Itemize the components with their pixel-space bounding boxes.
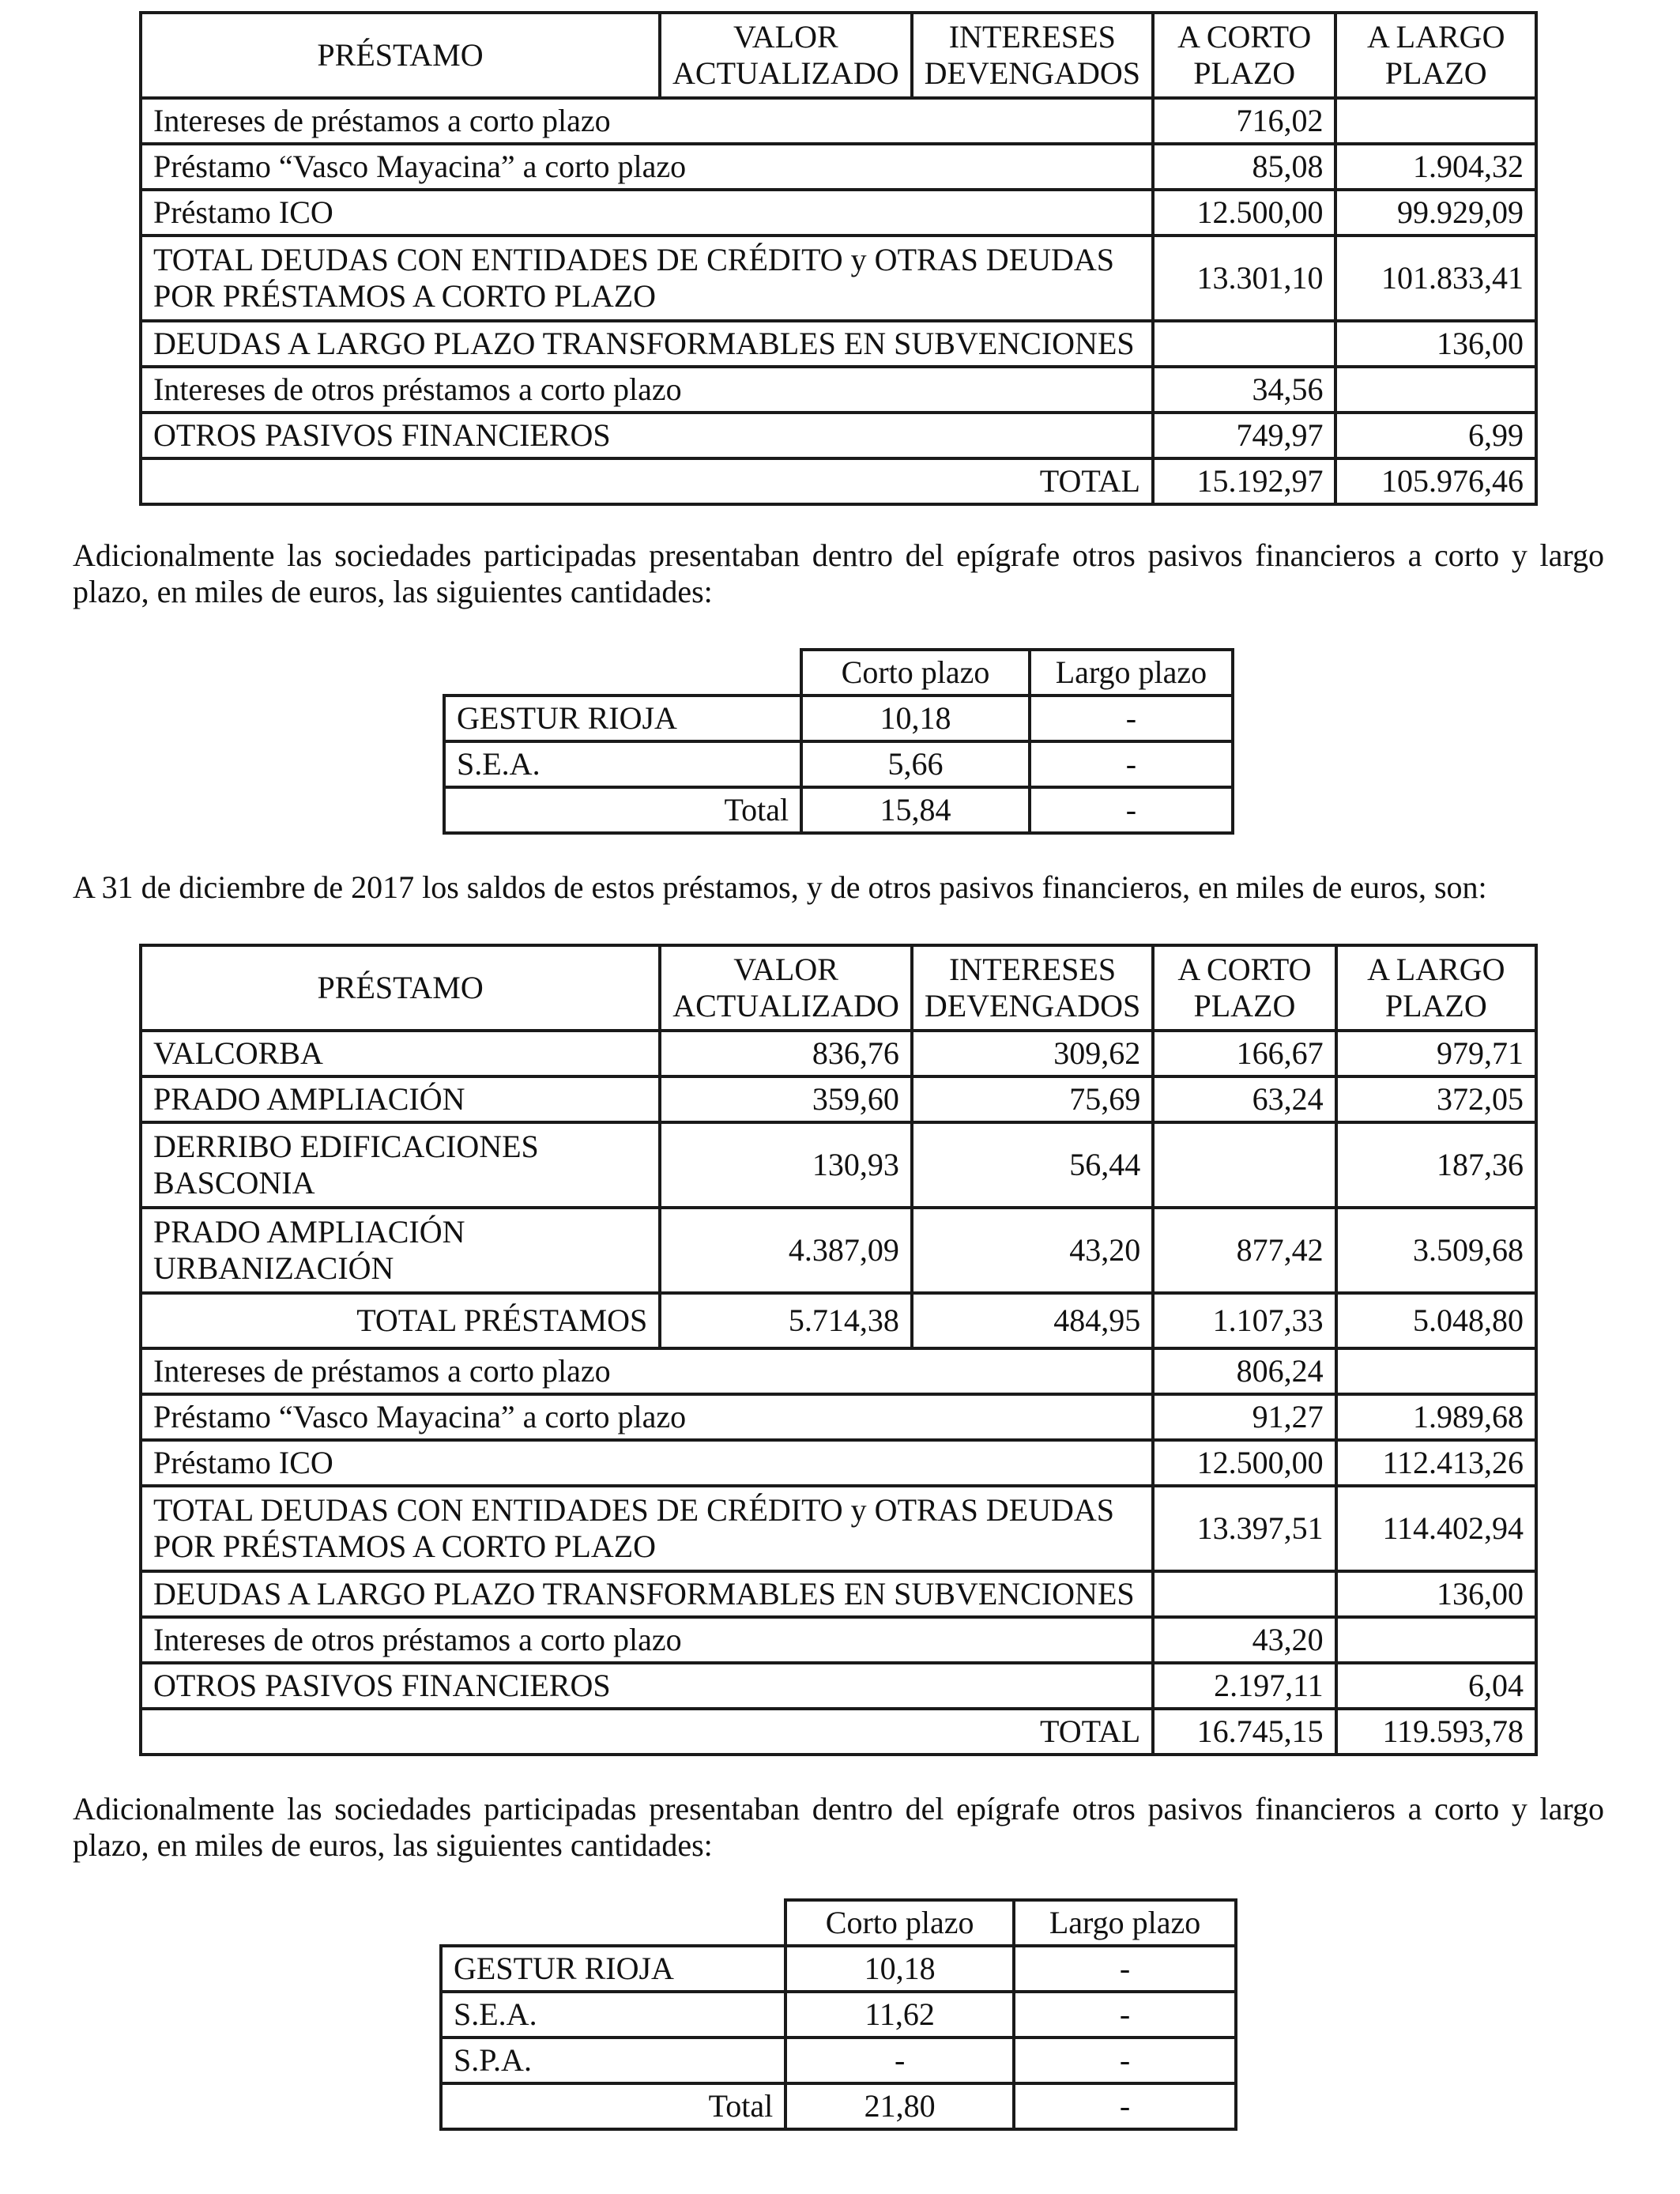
total-label: Total [444, 787, 801, 833]
cell-largo: 372,05 [1336, 1076, 1536, 1122]
total-row [141, 458, 1536, 504]
table-row [444, 696, 1233, 741]
cell-largo: 5.048,80 [1336, 1293, 1536, 1348]
participadas-table-1 [443, 648, 1234, 835]
col-header-prestamo: PRÉSTAMO [141, 945, 660, 1031]
cell-corto: 10,18 [785, 1946, 1014, 1992]
cell-largo: 99.929,09 [1335, 190, 1536, 236]
table-row [141, 190, 1536, 236]
cell-valor: 5.714,38 [660, 1293, 912, 1348]
cell-corto: 10,18 [801, 696, 1030, 741]
cell-corto: 806,24 [1153, 1348, 1335, 1394]
loan-row [141, 1122, 1536, 1208]
row-label: Intereses de préstamos a corto plazo [141, 98, 1153, 144]
col-header-largo: Largo plazo [1030, 650, 1233, 696]
cell-corto: 34,56 [1153, 367, 1336, 413]
cell-largo: 136,00 [1336, 1571, 1536, 1617]
total-corto: 16.745,15 [1153, 1709, 1335, 1755]
total-largo: - [1014, 2083, 1236, 2129]
row-label: PRADO AMPLIACIÓN URBANIZACIÓN [141, 1208, 660, 1293]
row-label: Préstamo ICO [141, 1440, 1153, 1486]
cell-corto: 11,62 [785, 1992, 1014, 2038]
col-header-largo: A LARGO PLAZO [1336, 945, 1536, 1031]
row-label: PRADO AMPLIACIÓN [141, 1076, 660, 1122]
cell-corto: 12.500,00 [1153, 190, 1336, 236]
loans-table-2 [139, 944, 1538, 1756]
total-prestamos-label: TOTAL PRÉSTAMOS [141, 1293, 660, 1348]
total-prestamos-row [141, 1293, 1536, 1348]
cell-largo [1335, 98, 1536, 144]
row-label: Préstamo “Vasco Mayacina” a corto plazo [141, 144, 1153, 190]
cell-valor: 836,76 [660, 1031, 912, 1076]
cell-largo: 6,99 [1335, 413, 1536, 458]
cell-intereses: 56,44 [912, 1122, 1153, 1208]
cell-intereses: 309,62 [912, 1031, 1153, 1076]
participadas-table-2 [439, 1898, 1237, 2131]
table-row [141, 236, 1536, 321]
col-header-valor: VALOR ACTUALIZADO [660, 945, 912, 1031]
loan-row [141, 1031, 1536, 1076]
row-label: Intereses de otros préstamos a corto plazo [141, 1617, 1153, 1663]
table-row [141, 367, 1536, 413]
total-row [141, 1709, 1536, 1755]
cell-largo: 187,36 [1336, 1122, 1536, 1208]
table-row [141, 413, 1536, 458]
total-label: TOTAL [141, 1709, 1153, 1755]
cell-corto [1153, 1571, 1335, 1617]
cell-largo: 136,00 [1335, 321, 1536, 367]
cell-valor: 359,60 [660, 1076, 912, 1122]
total-row [441, 2083, 1236, 2129]
cell-corto: 13.397,51 [1153, 1486, 1335, 1571]
cell-corto: 63,24 [1153, 1076, 1335, 1122]
table-row [141, 1486, 1536, 1571]
cell-corto: 12.500,00 [1153, 1440, 1335, 1486]
cell-largo: 1.989,68 [1336, 1394, 1536, 1440]
cell-largo [1336, 1348, 1536, 1394]
cell-largo: 1.904,32 [1335, 144, 1536, 190]
row-label: DEUDAS A LARGO PLAZO TRANSFORMABLES EN SUBVENCIONES [141, 321, 1153, 367]
total-corto: 21,80 [785, 2083, 1014, 2129]
table-row [141, 1617, 1536, 1663]
cell-corto: 749,97 [1153, 413, 1336, 458]
row-label: Intereses de préstamos a corto plazo [141, 1348, 1153, 1394]
table-row [441, 2038, 1236, 2083]
cell-corto: 716,02 [1153, 98, 1336, 144]
total-label: Total [441, 2083, 785, 2129]
cell-largo: 112.413,26 [1336, 1440, 1536, 1486]
loan-row [141, 1208, 1536, 1293]
cell-largo [1336, 1617, 1536, 1663]
total-corto: 15.192,97 [1153, 458, 1336, 504]
cell-largo: 6,04 [1336, 1663, 1536, 1709]
cell-largo: 114.402,94 [1336, 1486, 1536, 1571]
paragraph: A 31 de diciembre de 2017 los saldos de estos préstamos, y de otros pasivos financieros, en miles de euros, son: [73, 869, 1487, 905]
row-label: OTROS PASIVOS FINANCIEROS [141, 413, 1153, 458]
row-label: VALCORBA [141, 1031, 660, 1076]
table-row [141, 1571, 1536, 1617]
total-largo: 119.593,78 [1336, 1709, 1536, 1755]
row-label: DERRIBO EDIFICACIONES BASCONIA [141, 1122, 660, 1208]
cell-corto: 877,42 [1153, 1208, 1335, 1293]
col-header-corto: A CORTO PLAZO [1153, 13, 1336, 98]
loans-table-1 [139, 11, 1538, 506]
row-label: TOTAL DEUDAS CON ENTIDADES DE CRÉDITO y OTRAS DEUDAS POR PRÉSTAMOS A CORTO PLAZO [141, 1486, 1153, 1571]
cell-largo: 101.833,41 [1335, 236, 1536, 321]
table-row [444, 741, 1233, 787]
row-label: DEUDAS A LARGO PLAZO TRANSFORMABLES EN SUBVENCIONES [141, 1571, 1153, 1617]
cell-largo: 979,71 [1336, 1031, 1536, 1076]
col-header-corto: Corto plazo [801, 650, 1030, 696]
cell-corto [1153, 1122, 1335, 1208]
cell-corto: 166,67 [1153, 1031, 1335, 1076]
row-label: S.E.A. [441, 1992, 785, 2038]
total-largo: 105.976,46 [1335, 458, 1536, 504]
cell-largo: - [1030, 741, 1233, 787]
total-largo: - [1030, 787, 1233, 833]
cell-corto: 1.107,33 [1153, 1293, 1335, 1348]
col-header-largo: Largo plazo [1014, 1900, 1236, 1946]
col-header-prestamo: PRÉSTAMO [141, 13, 660, 98]
table-row [441, 1992, 1236, 2038]
col-header-valor: VALOR ACTUALIZADO [660, 13, 912, 98]
cell-intereses: 43,20 [912, 1208, 1153, 1293]
table-row [141, 1394, 1536, 1440]
total-label: TOTAL [141, 458, 1153, 504]
cell-largo: - [1014, 1992, 1236, 2038]
row-label: Préstamo “Vasco Mayacina” a corto plazo [141, 1394, 1153, 1440]
cell-largo: - [1014, 2038, 1236, 2083]
cell-corto: - [785, 2038, 1014, 2083]
col-header-intereses: INTERESES DEVENGADOS [912, 13, 1153, 98]
cell-largo: 3.509,68 [1336, 1208, 1536, 1293]
cell-corto: 5,66 [801, 741, 1030, 787]
cell-corto: 2.197,11 [1153, 1663, 1335, 1709]
row-label: S.P.A. [441, 2038, 785, 2083]
paragraph: Adicionalmente las sociedades participadas presentaban dentro del epígrafe otros pasivos financieros a corto y largo plazo, en miles de euros, las siguientes cantidades: [73, 1791, 1604, 1863]
table-row [441, 1946, 1236, 1992]
total-corto: 15,84 [801, 787, 1030, 833]
table-row [141, 321, 1536, 367]
total-row [444, 787, 1233, 833]
cell-valor: 130,93 [660, 1122, 912, 1208]
col-header-corto: Corto plazo [785, 1900, 1014, 1946]
cell-corto: 43,20 [1153, 1617, 1335, 1663]
row-label: Intereses de otros préstamos a corto plazo [141, 367, 1153, 413]
loan-row [141, 1076, 1536, 1122]
paragraph: Adicionalmente las sociedades participadas presentaban dentro del epígrafe otros pasivos financieros a corto y largo plazo, en miles de euros, las siguientes cantidades: [73, 537, 1604, 609]
row-label: S.E.A. [444, 741, 801, 787]
cell-intereses: 484,95 [912, 1293, 1153, 1348]
cell-corto: 13.301,10 [1153, 236, 1336, 321]
cell-largo: - [1030, 696, 1233, 741]
cell-largo [1335, 367, 1536, 413]
cell-corto: 85,08 [1153, 144, 1336, 190]
row-label: GESTUR RIOJA [441, 1946, 785, 1992]
table-row [141, 1440, 1536, 1486]
cell-largo: - [1014, 1946, 1236, 1992]
col-header-largo: A LARGO PLAZO [1335, 13, 1536, 98]
col-header-corto: A CORTO PLAZO [1153, 945, 1335, 1031]
row-label: GESTUR RIOJA [444, 696, 801, 741]
cell-corto: 91,27 [1153, 1394, 1335, 1440]
row-label: OTROS PASIVOS FINANCIEROS [141, 1663, 1153, 1709]
row-label: Préstamo ICO [141, 190, 1153, 236]
table-row [141, 1663, 1536, 1709]
table-row [141, 144, 1536, 190]
table-row [141, 1348, 1536, 1394]
cell-valor: 4.387,09 [660, 1208, 912, 1293]
col-header-intereses: INTERESES DEVENGADOS [912, 945, 1153, 1031]
row-label: TOTAL DEUDAS CON ENTIDADES DE CRÉDITO y OTRAS DEUDAS POR PRÉSTAMOS A CORTO PLAZO [141, 236, 1153, 321]
cell-intereses: 75,69 [912, 1076, 1153, 1122]
cell-corto [1153, 321, 1336, 367]
table-row [141, 98, 1536, 144]
empty-corner [441, 1900, 785, 1946]
empty-corner [444, 650, 801, 696]
